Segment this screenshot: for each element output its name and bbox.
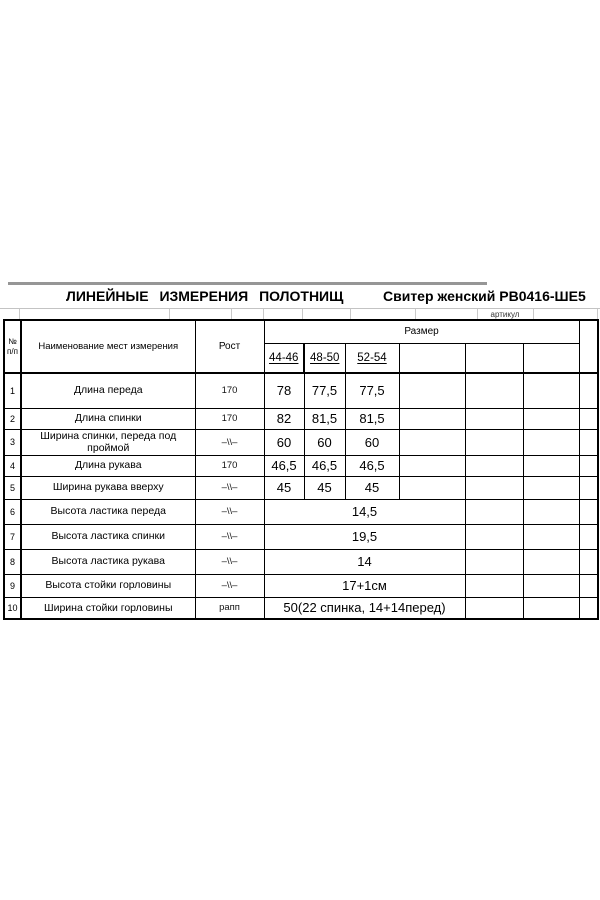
- size-value: 78: [264, 373, 304, 408]
- num-header-line1: №: [8, 337, 17, 347]
- empty-cell: [465, 574, 523, 597]
- table-row-5: [4, 476, 598, 499]
- size-value: 46,5: [304, 455, 345, 476]
- num-header-line2: п/п: [7, 346, 18, 356]
- row-number: 1: [4, 373, 21, 408]
- table-row-7: [4, 524, 598, 549]
- rost-value: 170: [195, 373, 264, 408]
- empty-header-cell: [465, 343, 523, 373]
- size-value: 77,5: [345, 373, 399, 408]
- empty-cell: [523, 373, 579, 408]
- size-header-52-54: 52-54: [345, 343, 399, 373]
- empty-cell: [523, 597, 579, 619]
- row-number: 10: [4, 597, 21, 619]
- col-header-rost: Рост: [195, 320, 264, 373]
- measurement-name: Высота ластика переда: [21, 499, 195, 524]
- header-row-razmer: [4, 320, 598, 343]
- empty-cell: [579, 455, 598, 476]
- empty-cell: [465, 373, 523, 408]
- product-title: Свитер женский РВ0416-ШЕ5: [383, 288, 586, 304]
- document-title-row: [0, 285, 600, 307]
- empty-cell: [579, 476, 598, 499]
- merged-size-value: 14: [264, 549, 465, 574]
- empty-cell: [579, 408, 598, 429]
- rost-value: –\\–: [195, 524, 264, 549]
- rost-value: –\\–: [195, 499, 264, 524]
- size-value: 60: [304, 429, 345, 455]
- empty-cell: [523, 499, 579, 524]
- measurement-name: Длина рукава: [21, 455, 195, 476]
- empty-cell: [399, 476, 465, 499]
- measurement-name: Высота ластика рукава: [21, 549, 195, 574]
- empty-cell: [523, 429, 579, 455]
- measurement-name: Длина спинки: [21, 408, 195, 429]
- empty-cell: [465, 524, 523, 549]
- empty-cell: [523, 455, 579, 476]
- empty-cell: [523, 476, 579, 499]
- row-number: 6: [4, 499, 21, 524]
- measurement-name: Ширина стойки горловины: [21, 597, 195, 619]
- empty-cell: [579, 499, 598, 524]
- empty-cell: [399, 408, 465, 429]
- empty-cell: [579, 597, 598, 619]
- rost-value: 170: [195, 408, 264, 429]
- table-row-2: [4, 408, 598, 429]
- row-number: 4: [4, 455, 21, 476]
- row-number: 3: [4, 429, 21, 455]
- merged-size-value: 14,5: [264, 499, 465, 524]
- table-row-6: [4, 499, 598, 524]
- empty-cell: [465, 499, 523, 524]
- table-row-1: [4, 373, 598, 408]
- size-value: 81,5: [304, 408, 345, 429]
- col-header-razmer: Размер: [264, 320, 579, 343]
- rost-value: –\\–: [195, 549, 264, 574]
- col-header-num: [4, 320, 21, 373]
- rost-value: 170: [195, 455, 264, 476]
- table-row-3: [4, 429, 598, 455]
- empty-cell: [579, 373, 598, 408]
- empty-cell: [579, 429, 598, 455]
- size-value: 45: [264, 476, 304, 499]
- row-number: 9: [4, 574, 21, 597]
- measurement-name: Ширина спинки, переда под проймой: [21, 429, 195, 455]
- size-value: 46,5: [345, 455, 399, 476]
- empty-cell: [579, 524, 598, 549]
- measurements-table: [3, 319, 599, 620]
- rost-value: –\\–: [195, 429, 264, 455]
- size-value: 45: [345, 476, 399, 499]
- size-value: 77,5: [304, 373, 345, 408]
- size-header-48-50: 48-50: [304, 343, 345, 373]
- size-value: 82: [264, 408, 304, 429]
- rost-value: рапп: [195, 597, 264, 619]
- empty-cell: [523, 549, 579, 574]
- size-value: 45: [304, 476, 345, 499]
- measurement-name: Высота ластика спинки: [21, 524, 195, 549]
- size-value: 60: [264, 429, 304, 455]
- table-row-10: [4, 597, 598, 619]
- col-header-name: Наименование мест измерения: [21, 320, 195, 373]
- artikul-label: артикул: [490, 310, 520, 319]
- page-title: ЛИНЕЙНЫЕ ИЗМЕРЕНИЯ ПОЛОТНИЩ: [66, 288, 344, 304]
- empty-cell: [465, 476, 523, 499]
- table-row-4: [4, 455, 598, 476]
- measurement-name: Длина переда: [21, 373, 195, 408]
- empty-header-cell: [523, 343, 579, 373]
- empty-cell: [399, 455, 465, 476]
- size-value: 60: [345, 429, 399, 455]
- row-number: 7: [4, 524, 21, 549]
- merged-size-value: 19,5: [264, 524, 465, 549]
- row-number: 2: [4, 408, 21, 429]
- size-value: 81,5: [345, 408, 399, 429]
- empty-cell: [579, 574, 598, 597]
- empty-cell: [399, 373, 465, 408]
- empty-header-cell: [399, 343, 465, 373]
- empty-cell: [523, 574, 579, 597]
- empty-cell: [465, 549, 523, 574]
- measurement-name: Ширина рукава вверху: [21, 476, 195, 499]
- rost-value: –\\–: [195, 574, 264, 597]
- empty-cell: [399, 429, 465, 455]
- row-number: 8: [4, 549, 21, 574]
- empty-cell: [523, 408, 579, 429]
- row-number: 5: [4, 476, 21, 499]
- empty-header-cell: [579, 320, 598, 373]
- merged-size-value: 17+1см: [264, 574, 465, 597]
- table-row-8: [4, 549, 598, 574]
- rost-value: –\\–: [195, 476, 264, 499]
- table-row-9: [4, 574, 598, 597]
- size-header-44-46: 44-46: [264, 343, 304, 373]
- size-value: 46,5: [264, 455, 304, 476]
- empty-cell: [523, 524, 579, 549]
- empty-cell: [465, 455, 523, 476]
- merged-size-value: 50(22 спинка, 14+14перед): [264, 597, 465, 619]
- empty-cell: [465, 429, 523, 455]
- empty-cell: [579, 549, 598, 574]
- empty-cell: [465, 408, 523, 429]
- empty-cell: [465, 597, 523, 619]
- measurement-name: Высота стойки горловины: [21, 574, 195, 597]
